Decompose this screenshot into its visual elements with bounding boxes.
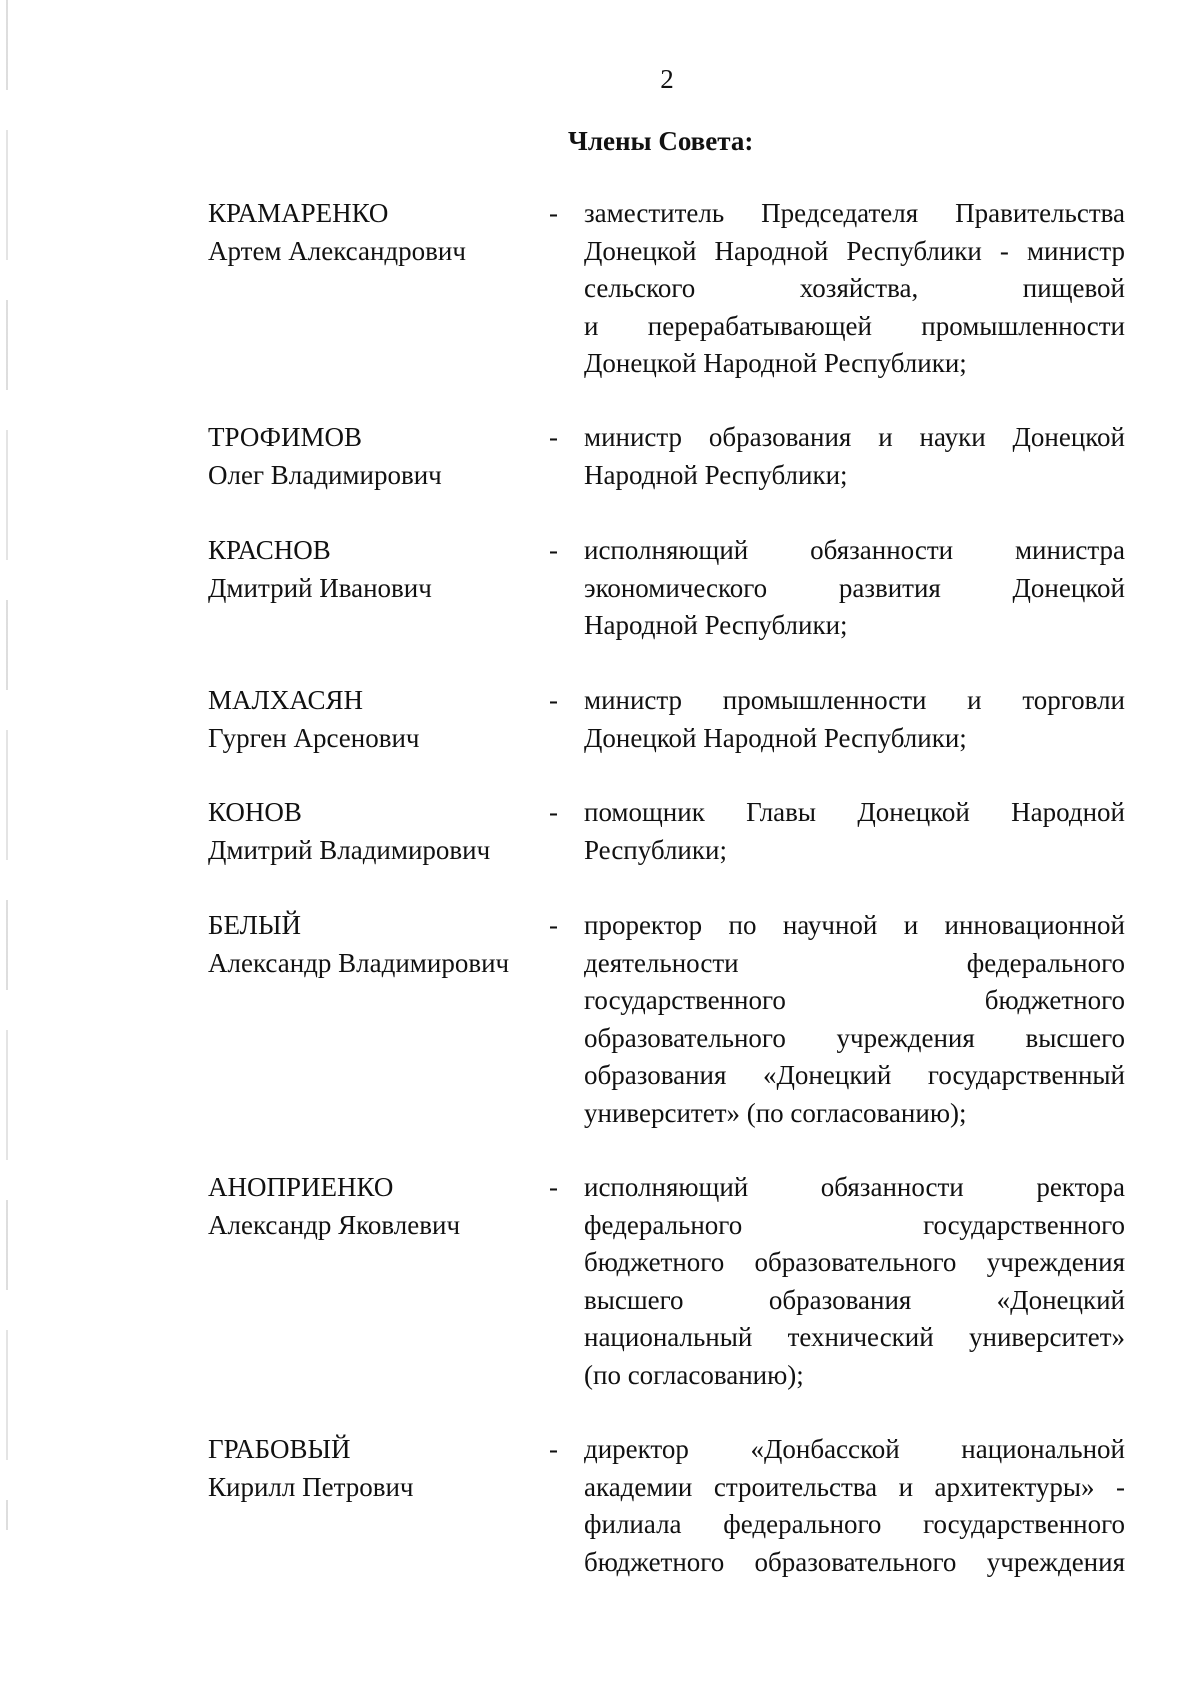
role-line: Народной Республики; [584,459,848,490]
role-line: высшего образования «Донецкий [584,1284,1125,1315]
role-line: государственного бюджетного [584,985,1125,1016]
member-given-names: Олег Владимирович [208,459,442,490]
member-name [208,907,509,982]
member-entry [0,907,1200,1169]
role-line: Донецкой Народной Республики - министр [584,235,1125,266]
role-line: национальный технический университет» [584,1322,1125,1353]
member-surname: КРАМАРЕНКО [208,198,389,228]
role-line: образовательного учреждения высшего [584,1022,1125,1053]
member-surname: БЕЛЫЙ [208,910,301,940]
member-surname: АНОПРИЕНКО [208,1172,394,1202]
member-given-names: Артем Александрович [208,235,466,266]
members-list [0,195,1200,1591]
dash-separator: - [549,1172,558,1202]
member-name [208,794,490,869]
member-surname: КРАСНОВ [208,535,331,565]
role-line: образования «Донецкий государственный [584,1060,1125,1091]
member-given-names: Дмитрий Владимирович [208,834,491,865]
member-role [584,195,1125,383]
role-line: заместитель Председателя Правительства [584,198,1125,228]
member-name [208,1169,460,1244]
member-role [584,682,1125,757]
dash-separator: - [549,198,558,228]
member-entry [0,1431,1200,1591]
member-surname: КОНОВ [208,797,302,827]
role-line: сельского хозяйства, пищевой [584,273,1125,304]
member-role [584,1169,1125,1395]
member-surname: МАЛХАСЯН [208,685,363,715]
member-surname: ГРАБОВЫЙ [208,1434,351,1464]
member-entry [0,532,1200,682]
role-line: министр промышленности и торговли [584,685,1125,715]
role-line: Донецкой Народной Республики; [584,722,967,753]
member-surname: ТРОФИМОВ [208,422,363,452]
role-line: исполняющий обязанности министра [584,535,1125,565]
role-line: Донецкой Народной Республики; [584,348,967,379]
member-role [584,794,1125,869]
member-role [584,1431,1125,1581]
member-role [584,532,1125,645]
member-entry [0,682,1200,794]
member-entry [0,794,1200,907]
member-role [584,907,1125,1133]
role-line: и перерабатывающей промышленности [584,310,1125,341]
member-given-names: Александр Яковлевич [208,1209,461,1240]
dash-separator: - [549,535,558,565]
member-given-names: Кирилл Петрович [208,1471,414,1502]
member-name [208,195,466,270]
role-line: исполняющий обязанности ректора [584,1172,1125,1202]
dash-separator: - [549,422,558,452]
member-given-names: Александр Владимирович [208,947,510,978]
role-line: федерального государственного [584,1209,1125,1240]
dash-separator: - [549,1434,558,1464]
page-number: 2 [660,64,674,94]
role-line: директор «Донбасской национальной [584,1434,1125,1464]
role-line: (по согласованию); [584,1359,804,1390]
role-line: Народной Республики; [584,610,848,641]
member-entry [0,1169,1200,1431]
member-name [208,682,420,757]
role-line: проректор по научной и инновационной [584,910,1125,940]
dash-separator: - [549,910,558,940]
role-line: министр образования и науки Донецкой [584,422,1125,452]
member-given-names: Дмитрий Иванович [208,572,432,603]
member-role [584,419,1125,494]
role-line: Республики; [584,834,727,865]
member-entry [0,419,1200,532]
role-line: академии строительства и архитектуры» - [584,1471,1125,1502]
role-line: экономического развития Донецкой [584,572,1125,603]
member-given-names: Гурген Арсенович [208,722,420,753]
role-line: помощник Главы Донецкой Народной [584,797,1125,827]
member-entry [0,195,1200,419]
member-name [208,532,432,607]
role-line: бюджетного образовательного учреждения [584,1247,1125,1278]
role-line: бюджетного образовательного учреждения [584,1546,1125,1577]
dash-separator: - [549,685,558,715]
member-name [208,1431,414,1506]
dash-separator: - [549,797,558,827]
role-line: филиала федерального государственного [584,1509,1125,1540]
member-name [208,419,442,494]
section-heading: Члены Совета: [568,126,754,156]
role-line: университет» (по согласованию); [584,1097,967,1128]
role-line: деятельности федерального [584,947,1125,978]
